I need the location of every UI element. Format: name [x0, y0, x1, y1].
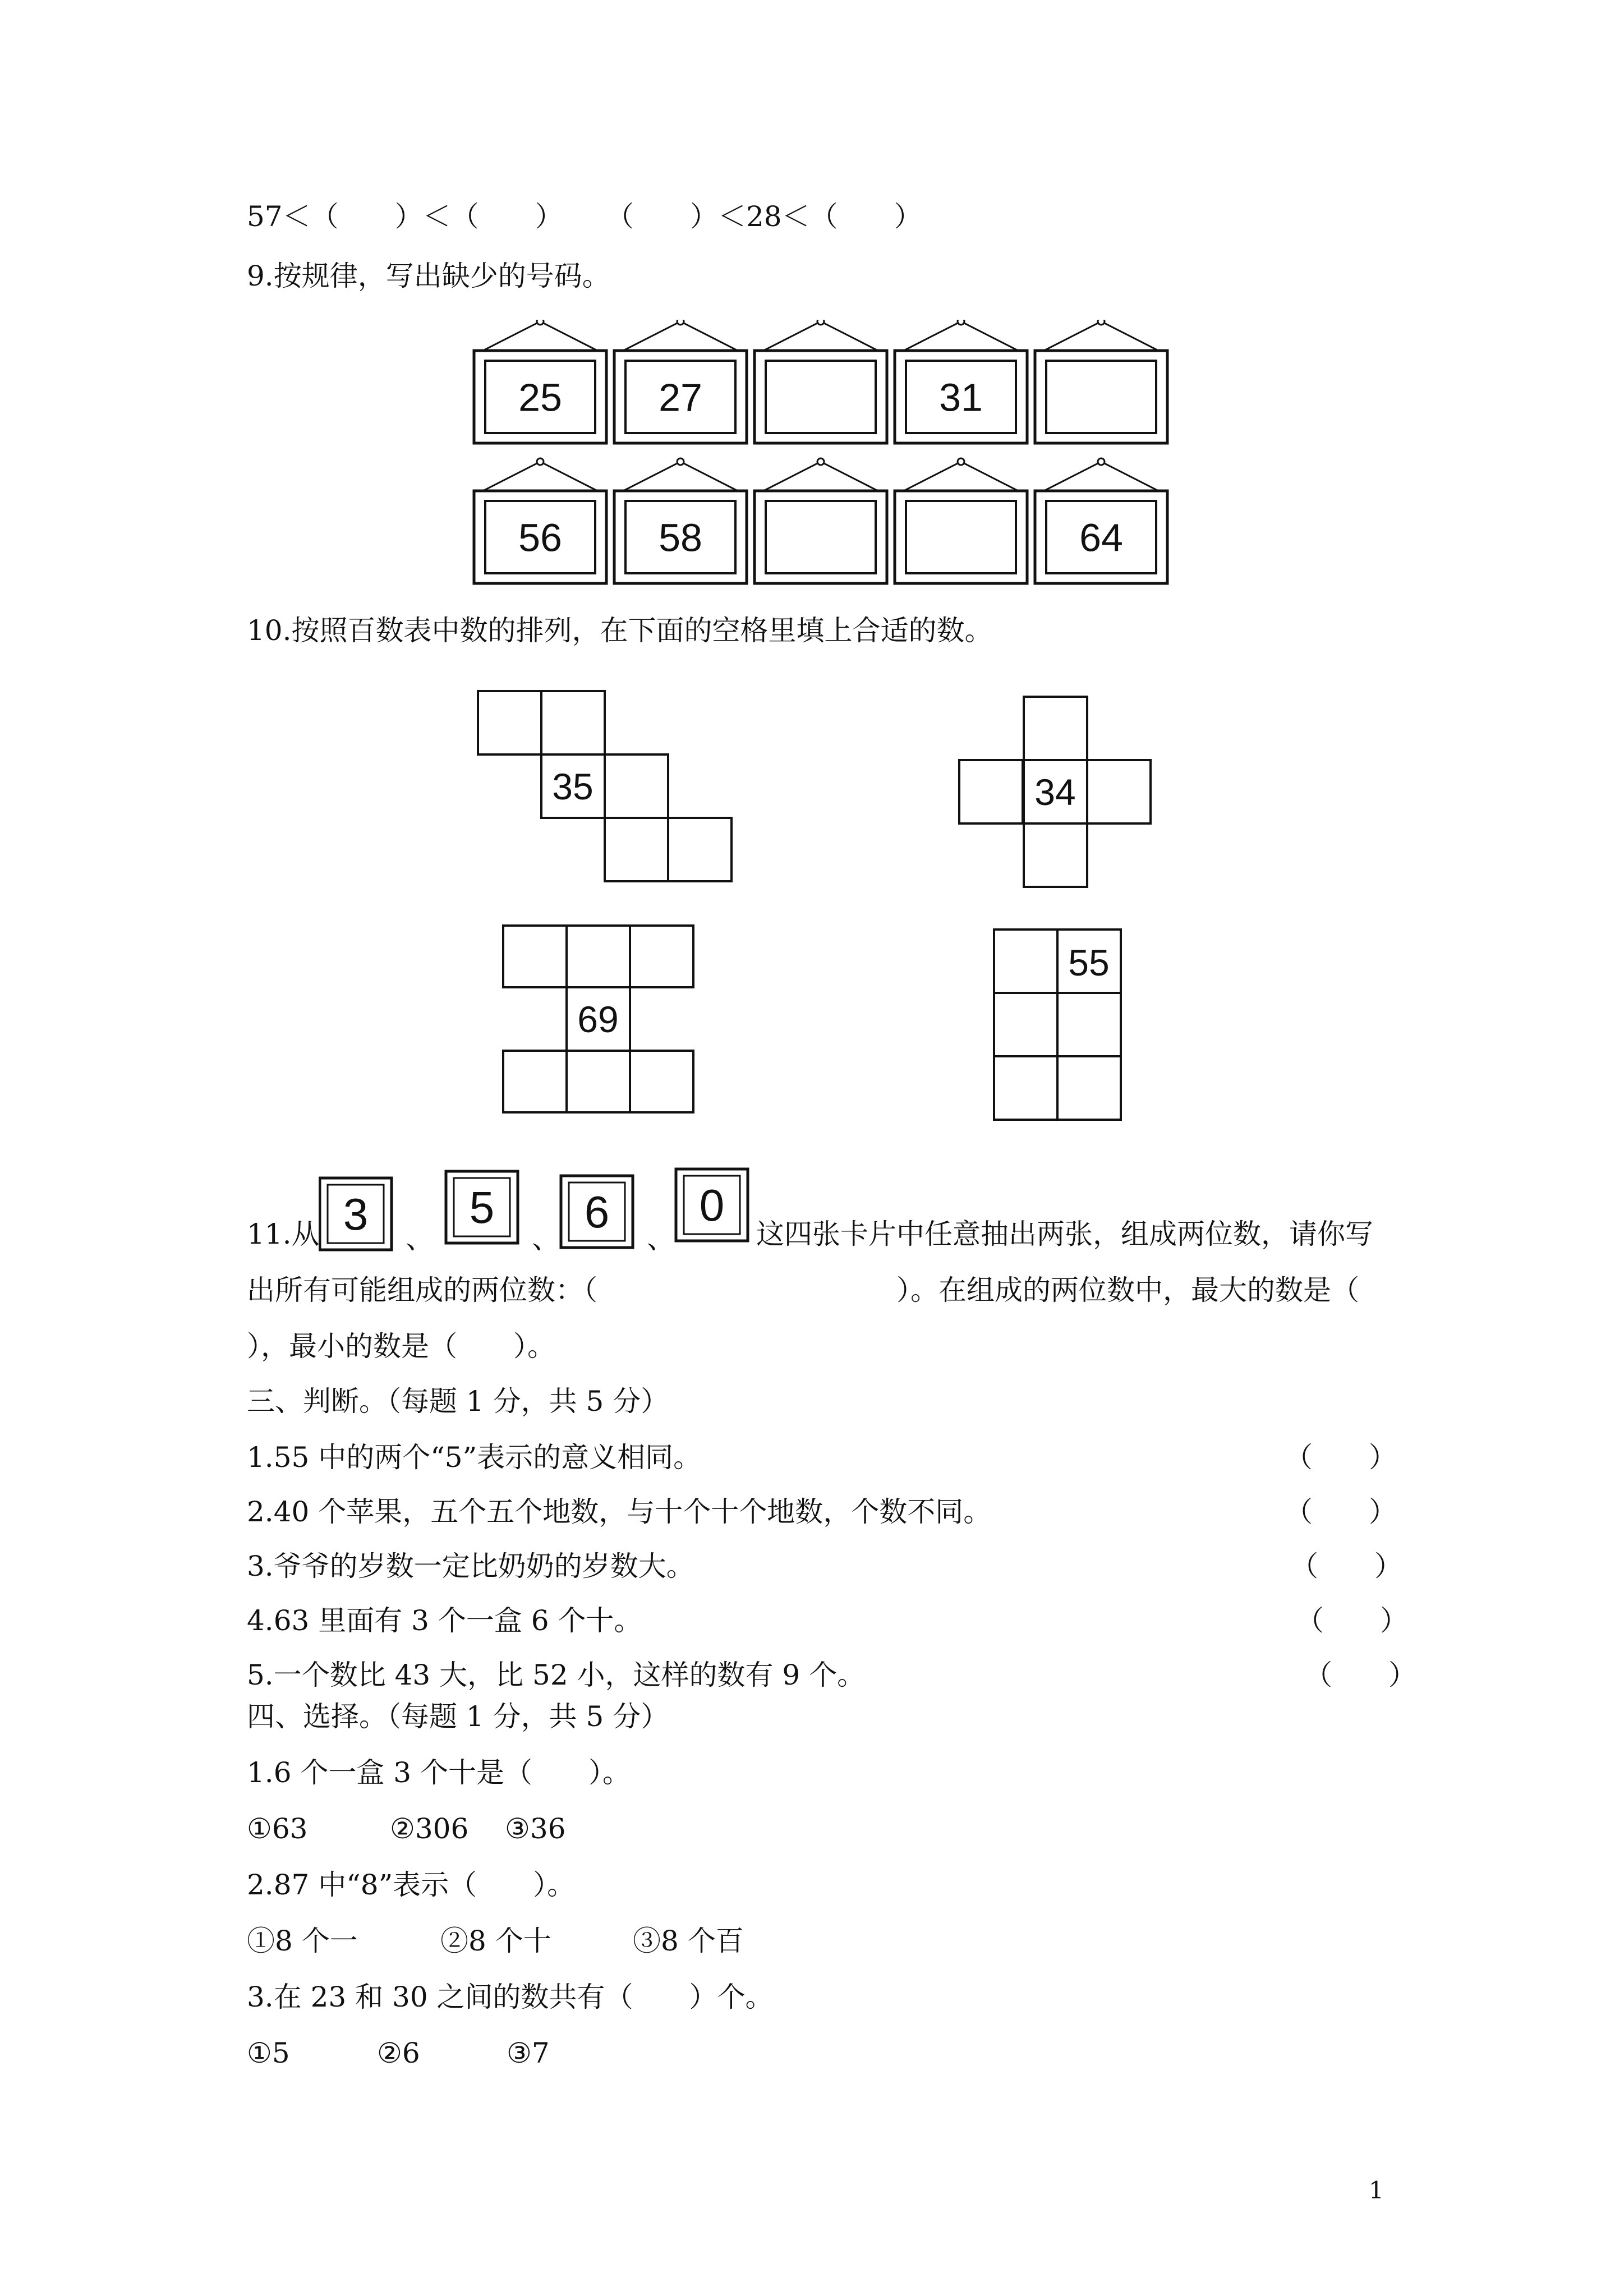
card-separator: 、 — [647, 1223, 675, 1254]
judge-item-text: 5.一个数比 43 大，比 52 小，这样的数有 9 个。 — [247, 1659, 866, 1691]
choice-q3-option-2: ②6 — [377, 2037, 420, 2069]
choice-q2: 2.87 中“8”表示（ ）。 — [247, 1869, 576, 1901]
judge-answer-paren[interactable]: （ ） — [1290, 1550, 1402, 1582]
choice-q1: 1.6 个一盒 3 个十是（ ）。 — [247, 1756, 631, 1789]
number-plate — [614, 458, 747, 583]
q11-line3: ），最小的数是（ ）。 — [247, 1330, 555, 1363]
choice-section-title: 四、选择。（每题 1 分，共 5 分） — [247, 1700, 669, 1733]
plate-number: 56 — [518, 516, 562, 560]
card-separator: 、 — [406, 1223, 434, 1254]
q11-line2-b: ）。在组成的两位数中，最大的数是（ — [896, 1274, 1359, 1306]
number-plate — [895, 458, 1027, 583]
digit-card — [320, 1178, 392, 1250]
plate-number: 64 — [1079, 516, 1123, 560]
q10-title: 10.按照百数表中数的排列，在下面的空格里填上合适的数。 — [247, 614, 993, 647]
number-plate — [755, 458, 887, 583]
digit-card — [561, 1176, 633, 1248]
number-plate — [614, 320, 747, 443]
judge-answer-paren[interactable]: （ ） — [1285, 1496, 1397, 1528]
judge-item-text: 1.55 中的两个“5”表示的意义相同。 — [247, 1441, 702, 1474]
q8-left-inequality: 57＜（ ）＜（ ） — [247, 200, 563, 233]
card-digit: 0 — [699, 1180, 725, 1230]
number-plate — [1035, 458, 1167, 583]
judge-answer-paren[interactable]: （ ） — [1285, 1441, 1397, 1474]
plate-number: 58 — [659, 516, 702, 560]
grid-c-number: 69 — [577, 999, 619, 1040]
digit-cards — [319, 1161, 762, 1257]
choice-q1-option-3: ③36 — [505, 1812, 566, 1845]
judge-answer-paren[interactable]: （ ） — [1304, 1659, 1416, 1691]
plate-number: 25 — [518, 375, 562, 420]
hundred-chart-fragment-a — [477, 690, 746, 892]
choice-q3-option-3: ③7 — [507, 2037, 550, 2069]
choice-q1-option-1: ①63 — [247, 1812, 308, 1845]
judge-section-title: 三、判断。（每题 1 分，共 5 分） — [247, 1385, 669, 1418]
grid-d-number: 55 — [1068, 942, 1110, 983]
number-plate — [755, 320, 887, 443]
judge-item-text: 4.63 里面有 3 个一盒 6 个十。 — [247, 1604, 642, 1637]
q8-right-inequality: （ ）＜28＜（ ） — [606, 200, 922, 233]
choice-q2-option-3: ③8 个百 — [633, 1925, 744, 1957]
judge-item-text: 2.40 个苹果，五个五个地数，与十个十个地数，个数不同。 — [247, 1496, 992, 1528]
digit-card — [446, 1171, 518, 1243]
grid-b-number: 34 — [1034, 771, 1076, 813]
q11-suffix: 这四张卡片中任意抽出两张，组成两位数，请你写 — [756, 1218, 1373, 1250]
q11-line2-a: 出所有可能组成的两位数：（ — [247, 1274, 597, 1306]
choice-q1-option-2: ②306 — [390, 1812, 469, 1845]
q9-title: 9.按规律，写出缺少的号码。 — [247, 260, 610, 292]
choice-q2-option-2: ②8 个十 — [440, 1925, 551, 1957]
plate-number: 31 — [939, 375, 983, 420]
judge-item-text: 3.爷爷的岁数一定比奶奶的岁数大。 — [247, 1550, 694, 1582]
grid-a-number: 35 — [552, 766, 594, 807]
choice-q3-option-1: ①5 — [247, 2037, 290, 2069]
number-plate — [1035, 320, 1167, 443]
plate-number: 27 — [659, 375, 702, 420]
card-digit: 3 — [343, 1189, 369, 1239]
choice-q2-option-1: ①8 个一 — [247, 1925, 358, 1957]
card-separator: 、 — [532, 1223, 560, 1254]
judge-answer-paren[interactable]: （ ） — [1296, 1604, 1408, 1637]
hundred-chart-fragment-d — [993, 928, 1128, 1130]
q11-prefix: 11.从 — [247, 1218, 320, 1250]
page-number: 1 — [1369, 2177, 1384, 2204]
number-plate — [474, 320, 606, 443]
hundred-chart-fragment-c — [502, 924, 704, 1121]
number-plate — [895, 320, 1027, 443]
choice-q3: 3.在 23 和 30 之间的数共有（ ）个。 — [247, 1981, 774, 2013]
number-plate — [474, 458, 606, 583]
hundred-chart-fragment-b — [958, 696, 1160, 898]
digit-card — [676, 1169, 748, 1241]
card-digit: 5 — [469, 1182, 495, 1232]
card-digit: 6 — [584, 1187, 610, 1237]
q9-number-plates — [471, 320, 1178, 589]
